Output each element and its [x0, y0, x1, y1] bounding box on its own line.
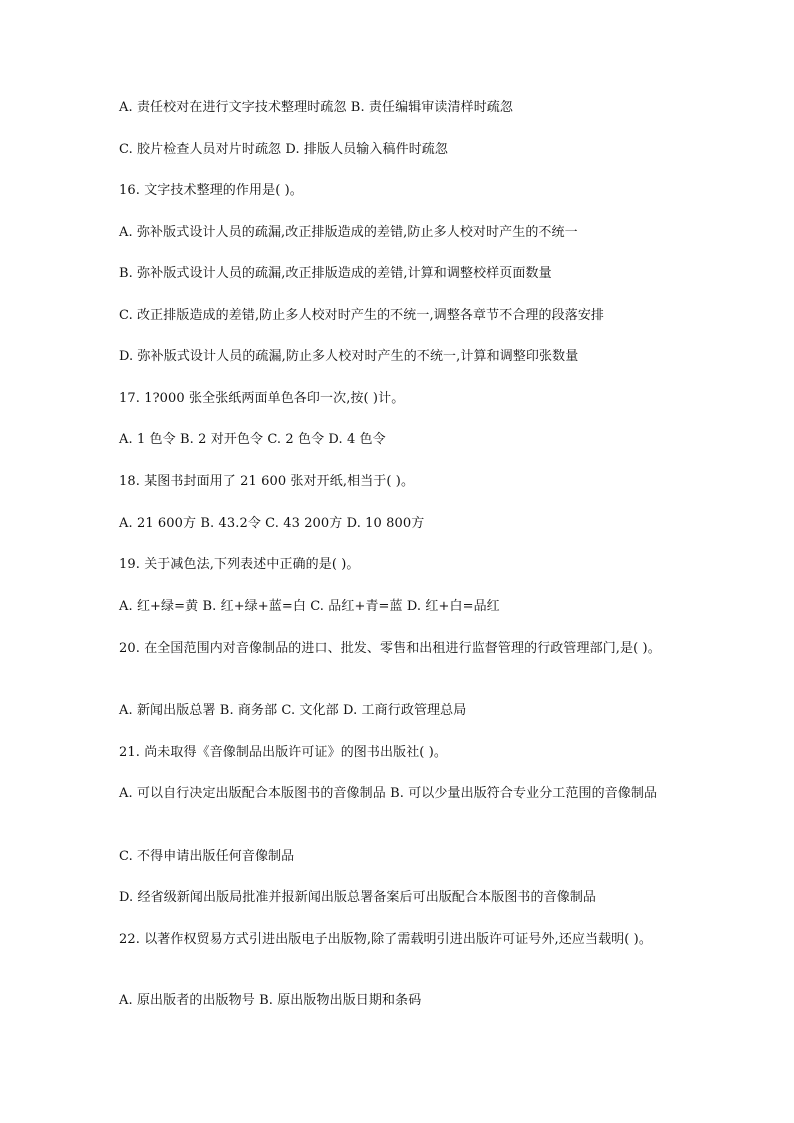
options-17: A. 1 色令 B. 2 对开色令 C. 2 色令 D. 4 色令	[119, 432, 386, 447]
options-20: A. 新闻出版总署 B. 商务部 C. 文化部 D. 工商行政管理总局	[119, 703, 467, 718]
text-line-1: A. 责任校对在进行文字技术整理时疏忽 B. 责任编辑审读清样时疏忽	[119, 100, 514, 115]
question-21: 21. 尚未取得《音像制品出版许可证》的图书出版社( )。	[119, 745, 447, 760]
options-18: A. 21 600方 B. 43.2令 C. 43 200方 D. 10 800方	[119, 516, 425, 531]
question-22: 22. 以著作权贸易方式引进出版电子出版物,除了需载明引进出版许可证号外,还应当载明( )。	[119, 932, 652, 947]
option-16-c: C. 改正排版造成的差错,防止多人校对时产生的不统一,调整各章节不合理的段落安排	[119, 308, 605, 323]
question-16: 16. 文字技术整理的作用是( )。	[119, 183, 303, 198]
option-21-c: C. 不得申请出版任何音像制品	[119, 849, 295, 864]
options-22-ab: A. 原出版者的出版物号 B. 原出版物出版日期和条码	[119, 993, 422, 1008]
question-18: 18. 某图书封面用了 21 600 张对开纸,相当于( )。	[119, 474, 415, 489]
option-16-a: A. 弥补版式设计人员的疏漏,改正排版造成的差错,防止多人校对时产生的不统一	[119, 225, 578, 240]
option-16-b: B. 弥补版式设计人员的疏漏,改正排版造成的差错,计算和调整校样页面数量	[119, 266, 552, 281]
text-line-2: C. 胶片检查人员对片时疏忽 D. 排版人员输入稿件时疏忽	[119, 142, 449, 157]
question-20: 20. 在全国范围内对音像制品的进口、批发、零售和出租进行监督管理的行政管理部门,是( )。	[119, 641, 661, 656]
option-16-d: D. 弥补版式设计人员的疏漏,防止多人校对时产生的不统一,计算和调整印张数量	[119, 349, 579, 364]
question-17: 17. 1?000 张全张纸两面单色各印一次,按( )计。	[119, 391, 405, 406]
options-21-ab: A. 可以自行决定出版配合本版图书的音像制品 B. 可以少量出版符合专业分工范围的音像制品	[119, 786, 658, 801]
question-19: 19. 关于减色法,下列表述中正确的是( )。	[119, 557, 360, 572]
options-19: A. 红+绿=黄 B. 红+绿+蓝=白 C. 品红+青=蓝 D. 红+白=品红	[119, 599, 500, 614]
option-21-d: D. 经省级新闻出版局批准并报新闻出版总署备案后可出版配合本版图书的音像制品	[119, 890, 597, 905]
